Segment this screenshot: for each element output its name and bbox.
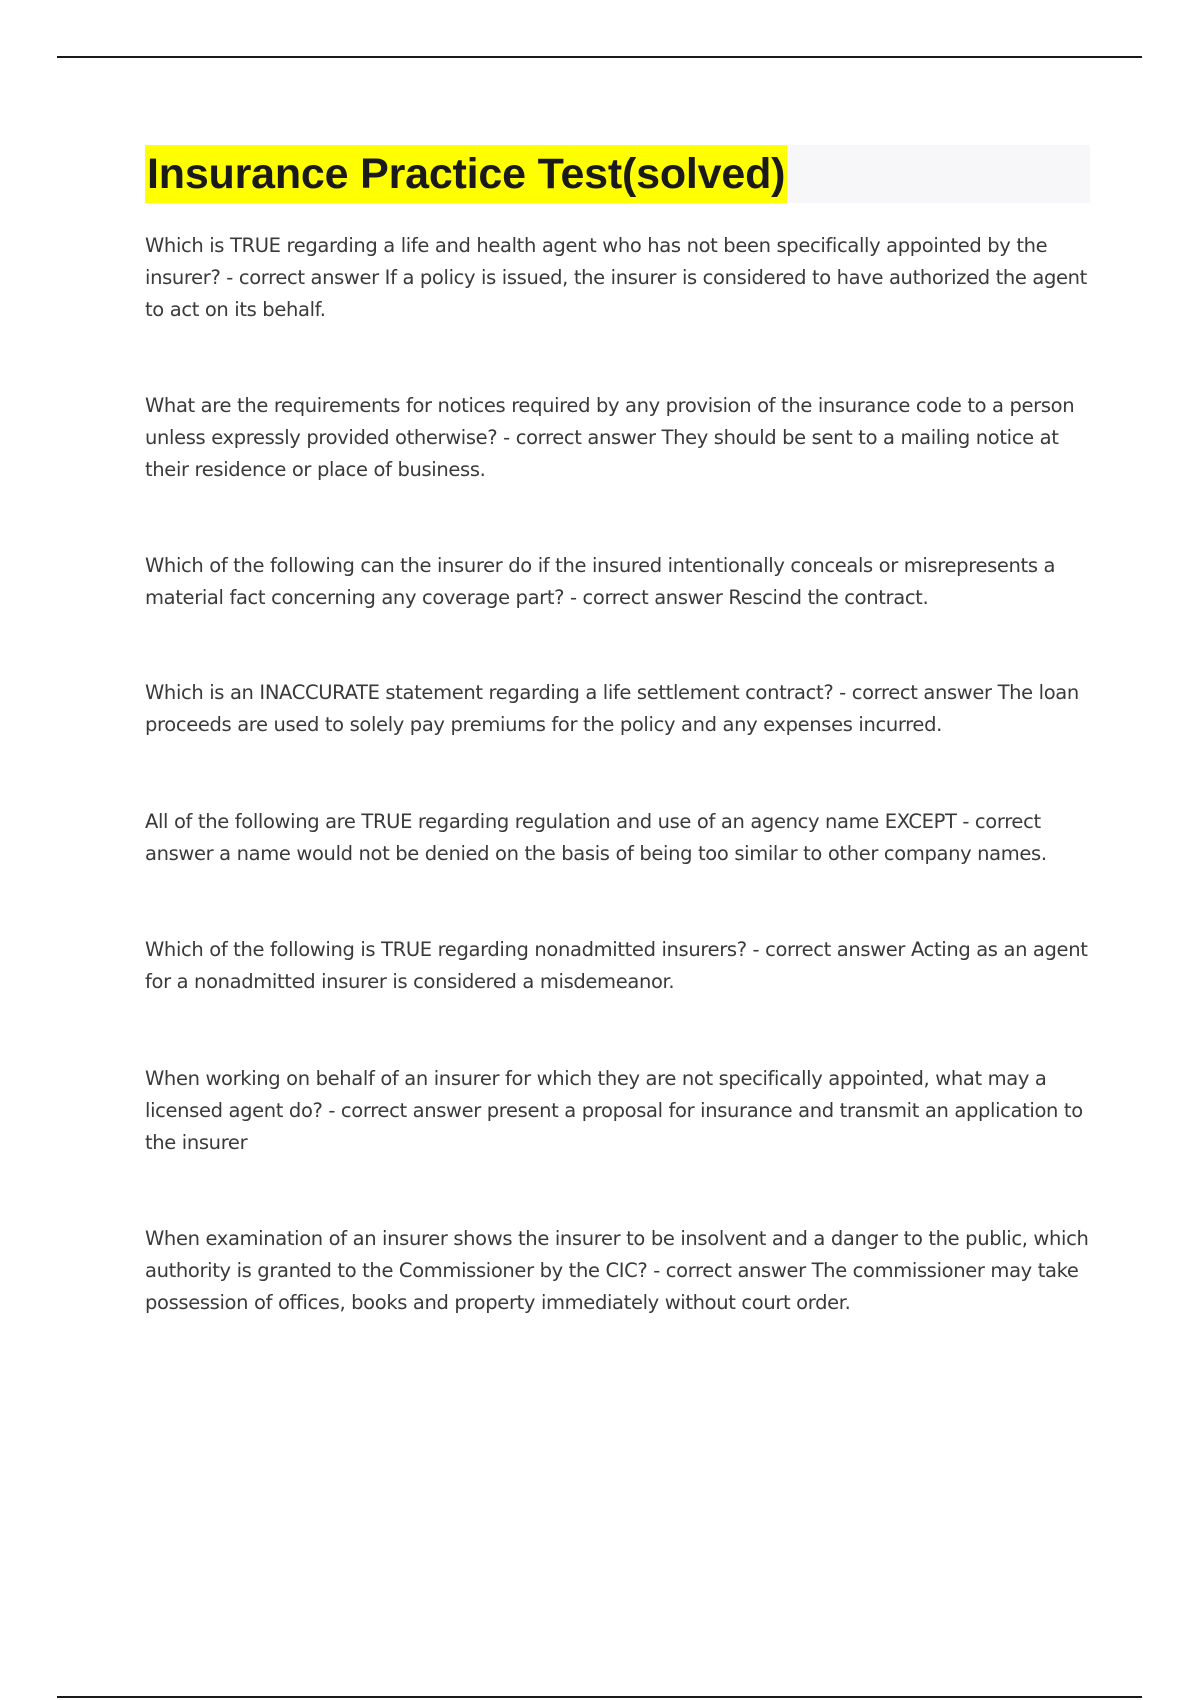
question-answer-5: All of the following are TRUE regarding regulation and use of an agency name EXCEPT - correct answer a name would not be denied on the basis of being too similar to other company names. <box>145 810 1047 865</box>
question-answer-3: Which of the following can the insurer do if the insured intentionally conceals or misrepresents a material fact concerning any coverage part? - correct answer Rescind the contract. <box>145 554 1056 609</box>
question-answer-1: Which is TRUE regarding a life and health agent who has not been specifically appointed by the insurer? - correct answer If a policy is issued, the insurer is considered to have authorized the agent to act on its behalf. <box>145 234 1087 321</box>
question-answer-8: When examination of an insurer shows the insurer to be insolvent and a danger to the public, which authority is granted to the Commissioner by the CIC? - correct answer The commissioner may take possession of offices, books and property immediately without court order. <box>145 1227 1089 1314</box>
document-body <box>145 145 1090 1314</box>
title-bar <box>145 145 1090 203</box>
bottom-rule <box>57 1696 1142 1698</box>
top-rule <box>57 56 1142 58</box>
page-title: Insurance Practice Test(solved) <box>145 145 787 203</box>
question-answer-7: When working on behalf of an insurer for which they are not specifically appointed, what may a licensed agent do? - correct answer present a proposal for insurance and transmit an application to the insurer <box>145 1067 1083 1154</box>
question-answer-6: Which of the following is TRUE regarding nonadmitted insurers? - correct answer Acting as an agent for a nonadmitted insurer is considered a misdemeanor. <box>145 938 1088 993</box>
question-answer-4: Which is an INACCURATE statement regarding a life settlement contract? - correct answer The loan proceeds are used to solely pay premiums for the policy and any expenses incurred. <box>145 681 1079 736</box>
question-answer-2: What are the requirements for notices required by any provision of the insurance code to a person unless expressly provided otherwise? - correct answer They should be sent to a mailing notice at their residence or place of business. <box>145 394 1075 481</box>
